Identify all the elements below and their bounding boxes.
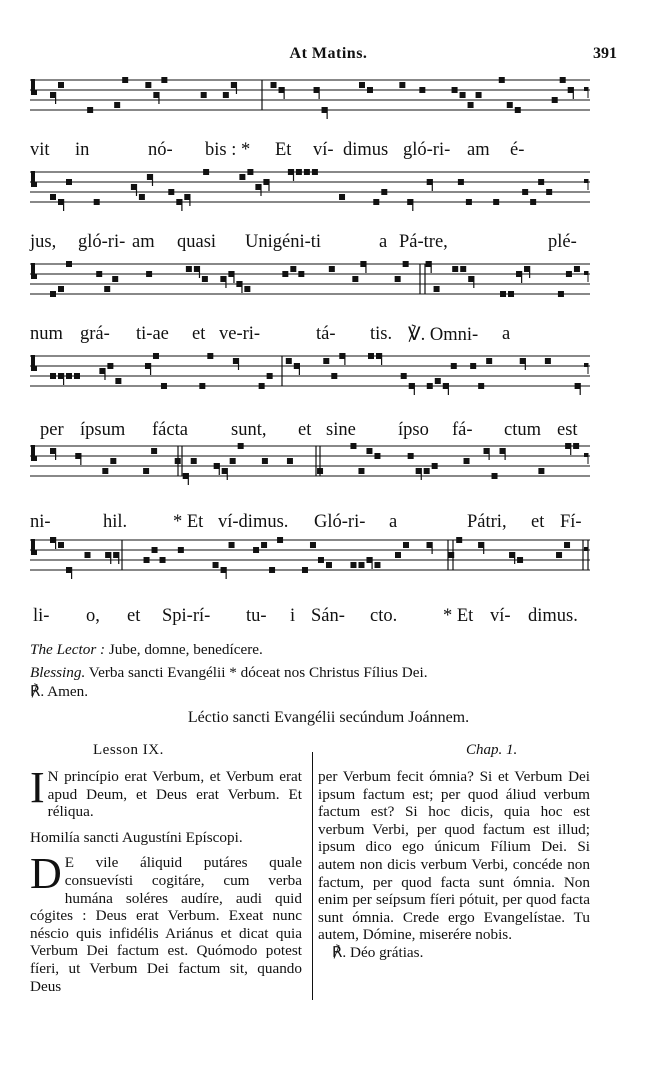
syllable: ví-	[313, 140, 334, 160]
syllable: Pá-tre,	[399, 232, 448, 252]
lyrics-line-1	[30, 140, 590, 164]
syllable: vit	[30, 140, 50, 160]
lyrics-line-6	[30, 606, 590, 630]
column-divider	[312, 752, 313, 1000]
syllable: ctum	[504, 420, 541, 440]
lector-text: Jube, domne, benedícere.	[108, 641, 263, 658]
syllable: et	[531, 512, 545, 532]
syllable: am	[467, 140, 490, 160]
syllable: dimus.	[528, 606, 578, 626]
syllable: fá-	[452, 420, 473, 440]
syllable: é-	[510, 140, 525, 160]
syllable: Spi-rí-	[162, 606, 211, 626]
syllable: et	[298, 420, 312, 440]
syllable: li-	[33, 606, 50, 626]
syllable: Sán-	[311, 606, 345, 626]
syllable: ti-ae	[136, 324, 169, 344]
syllable: ípsum	[80, 420, 126, 440]
paragraph-1-text: N princípio erat Verbum, et Verbum erat apud Deum, et Deus erat Verbum. Et réliqua.	[47, 768, 302, 821]
chant-staff-1	[30, 70, 590, 130]
syllable: Pátri,	[467, 512, 507, 532]
lector-role: The Lector :	[30, 641, 106, 658]
paragraph-2-text: E vile áliquid putáres quale consuevísti cogitáre, cum verba humána soléres audíre, audi quid cógites : Deus erat Verbum. Exeat nunc néscio quis infidélis Ariánus et dicat quia Verbum Dei factum est. Quómodo potest fíeri, ut Verbum Dei factum sit, quando Deus	[30, 854, 302, 995]
syllable: quasi	[177, 232, 217, 252]
syllable: ℣. Omni-	[408, 325, 479, 345]
lector-line	[30, 640, 595, 659]
syllable: ví-dimus.	[218, 512, 289, 532]
page-number: 391	[593, 45, 617, 62]
syllable: i	[290, 606, 296, 626]
syllable: gló-ri-	[78, 232, 126, 252]
blessing-label: Blessing.	[30, 664, 86, 681]
right-column	[318, 768, 590, 962]
syllable: hil.	[103, 512, 128, 532]
lesson-chapter: Chap. 1.	[466, 742, 518, 758]
syllable: grá-	[80, 324, 110, 344]
lyrics-line-5	[30, 512, 590, 536]
syllable: est	[557, 420, 578, 440]
syllable: a	[389, 512, 398, 532]
running-title: At Matins.	[289, 45, 368, 62]
syllable: jus,	[30, 232, 57, 252]
syllable: sine	[326, 420, 356, 440]
syllable: cto.	[370, 606, 398, 626]
right-paragraph: per Verbum fecit ómnia? Si et Verbum Dei ipsum factum est; per quod áliud verbum factum est? Si hoc dicis, quia hoc est verbum Verbi, per quod factum est illud; ipsum dico ego únicum Fílium Dei. Si autem non dicis verbum Verbi, concéde non factum, per quod facta sunt ómnia. Non enim per seípsum fíeri pótuit, per quod facta sunt ómnia. Crede ergo Evangelístae. Tu autem, Dómine, miserére nobis.	[318, 768, 590, 944]
syllable: gló-ri-	[403, 140, 451, 160]
left-column	[30, 763, 302, 995]
syllable: tis.	[370, 324, 393, 344]
lyrics-line-3	[30, 324, 590, 348]
syllable: Fí-	[560, 512, 582, 532]
lyrics-line-2	[30, 232, 590, 256]
syllable: et	[127, 606, 141, 626]
syllable: o,	[86, 606, 100, 626]
syllable: * Et	[173, 512, 204, 532]
syllable: tu-	[246, 606, 267, 626]
syllable: num	[30, 324, 63, 344]
chant-staff-3	[30, 254, 590, 314]
syllable: Et	[275, 140, 292, 160]
syllable: et	[192, 324, 206, 344]
lectio-title: Léctio sancti Evangélii secúndum Joánnem.	[187, 709, 470, 726]
drop-cap-i: I	[30, 763, 45, 812]
paragraph-1	[30, 763, 302, 821]
syllable: * Et	[443, 606, 474, 626]
syllable: a	[502, 324, 511, 344]
blessing-text: Verba sancti Evangélii * dóceat nos Christus Fílius Dei.	[88, 664, 428, 681]
drop-cap-d: D	[30, 849, 62, 899]
syllable: tá-	[316, 324, 336, 344]
chant-staff-6	[30, 530, 590, 590]
lesson-label: Lesson IX.	[93, 742, 164, 758]
homily-title: Homilía sancti Augustíni Epíscopi.	[30, 828, 243, 846]
syllable: in	[75, 140, 90, 160]
syllable: dimus	[343, 140, 389, 160]
syllable: ve-ri-	[219, 324, 261, 344]
lyrics-line-4	[30, 420, 590, 444]
chant-staff-5	[30, 436, 590, 496]
syllable: plé-	[548, 232, 577, 252]
syllable: a	[379, 232, 388, 252]
chant-staff-4	[30, 346, 590, 406]
syllable: am	[132, 232, 155, 252]
blessing-response: ℟. Amen.	[30, 683, 89, 700]
syllable: fácta	[152, 420, 188, 440]
syllable: ví-	[490, 606, 511, 626]
syllable: sunt,	[231, 420, 267, 440]
syllable: Gló-ri-	[314, 512, 366, 532]
syllable: ni-	[30, 512, 51, 532]
chant-staff-2	[30, 162, 590, 222]
syllable: bis : *	[205, 140, 251, 160]
right-response: ℟. Déo grátias.	[332, 943, 424, 961]
blessing-line	[30, 663, 595, 682]
syllable: Unigéni-ti	[245, 232, 322, 252]
syllable: ípso	[398, 420, 429, 440]
paragraph-2	[30, 849, 302, 995]
syllable: per	[40, 420, 64, 440]
syllable: nó-	[148, 140, 173, 160]
